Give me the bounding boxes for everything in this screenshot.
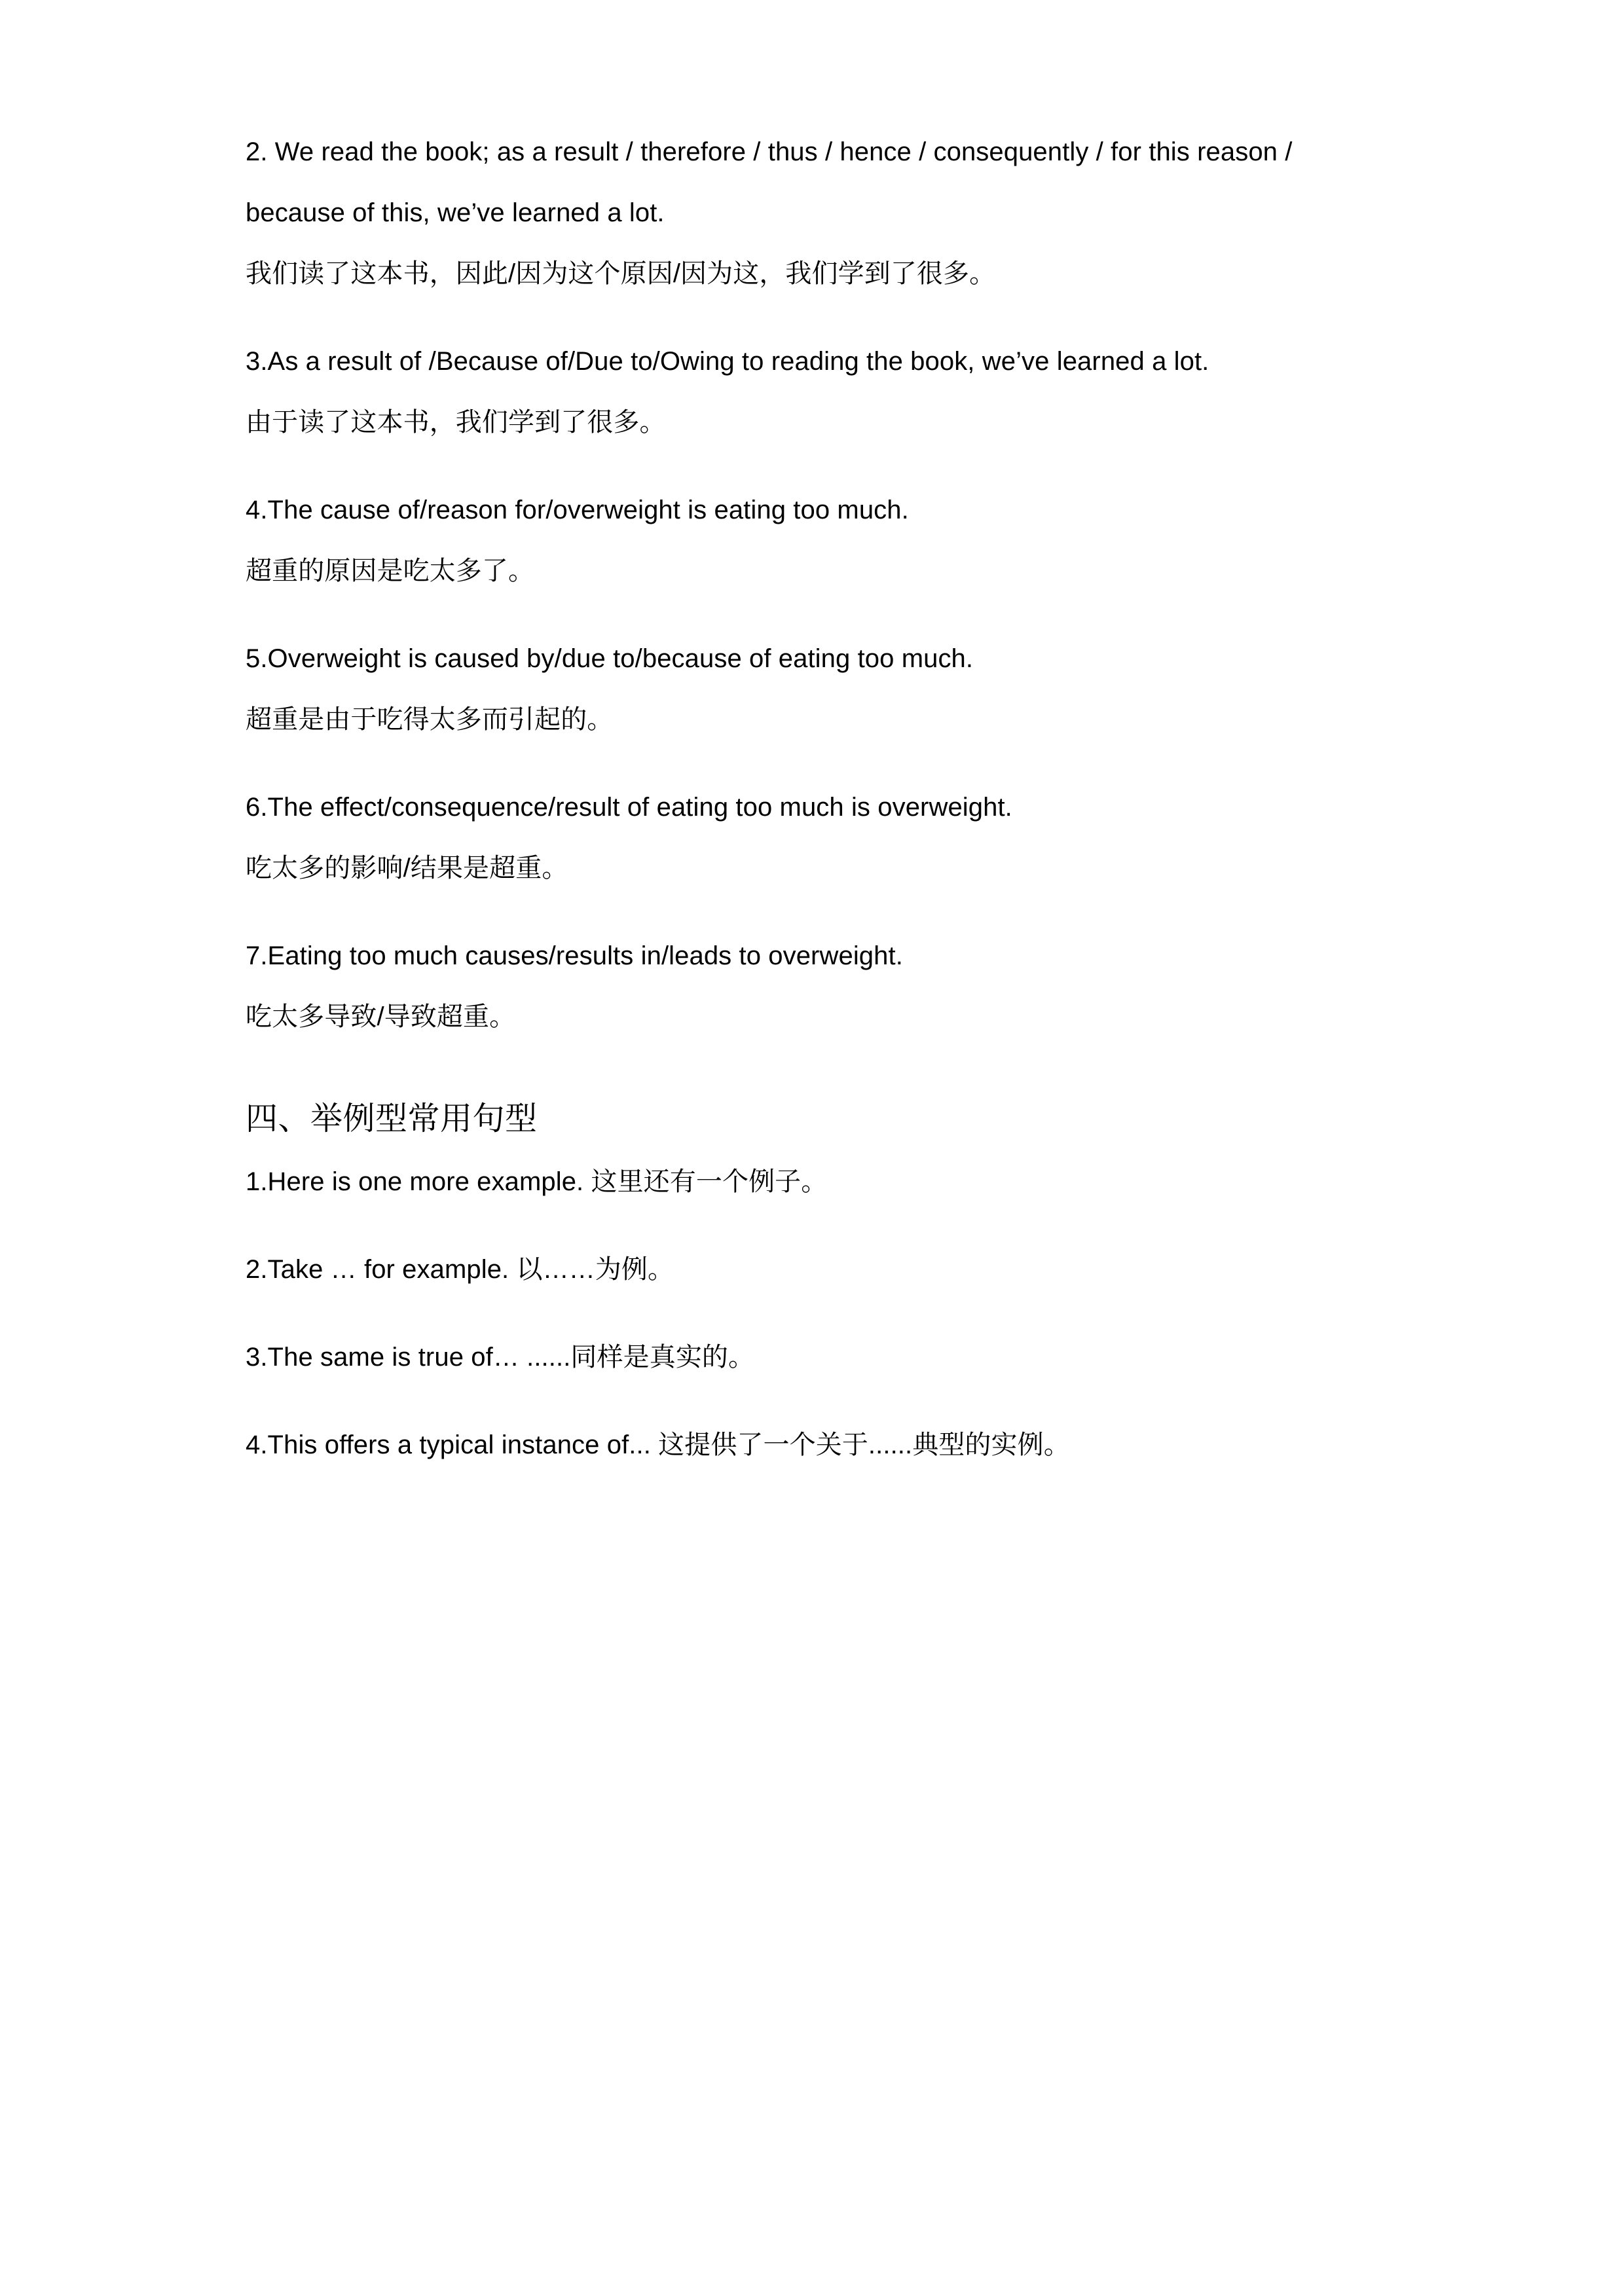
entry-2-english: 2. We read the book; as a result / therefore / thus / hence / consequently / for this reason / because of this, we’ve learned a lot.: [246, 137, 1300, 227]
example-entry-2: [246, 1239, 1385, 1300]
example-2-text: 2.Take … for example. 以……为例。: [246, 1255, 674, 1284]
section-heading: 四、举例型常用句型: [246, 1101, 538, 1137]
entry-3-chinese: 由于读了这本书，我们学到了很多。: [246, 408, 666, 437]
example-3-text: 3.The same is true of… ......同样是真实的。: [246, 1343, 755, 1372]
example-entry-1: [246, 1152, 1385, 1212]
example-4-text: 4.This offers a typical instance of... 这提供了一个关于......典型的实例。: [246, 1430, 1070, 1459]
entry-7-english: 7.Eating too much causes/results in/leads to overweight.: [246, 941, 903, 970]
entry-6-chinese: 吃太多的影响/结果是超重。: [246, 854, 568, 883]
sentence-entry-3: [246, 331, 1385, 453]
entry-4-english: 4.The cause of/reason for/overweight is eating too much.: [246, 496, 909, 524]
example-entry-4: [246, 1415, 1385, 1476]
entry-3-english: 3.As a result of /Because of/Due to/Owing to reading the book, we’ve learned a lot.: [246, 347, 1209, 376]
entry-5-english: 5.Overweight is caused by/due to/because of eating too much.: [246, 644, 974, 673]
sentence-entry-4: [246, 480, 1385, 602]
example-entry-3: [246, 1327, 1385, 1388]
example-1-text: 1.Here is one more example. 这里还有一个例子。: [246, 1167, 828, 1196]
entry-4-chinese: 超重的原因是吃太多了。: [246, 556, 535, 585]
entry-2-chinese: 我们读了这本书，因此/因为这个原因/因为这，我们学到了很多。: [246, 259, 996, 288]
sentence-entry-6: [246, 777, 1385, 899]
text-column: [246, 122, 1385, 1476]
sentence-entry-5: [246, 629, 1385, 750]
sentence-entry-7: [246, 926, 1385, 1048]
sentence-entry-2: [246, 122, 1385, 304]
entry-6-english: 6.The effect/consequence/result of eating too much is overweight.: [246, 793, 1012, 822]
entry-7-chinese: 吃太多导致/导致超重。: [246, 1002, 516, 1031]
entry-5-chinese: 超重是由于吃得太多而引起的。: [246, 705, 614, 734]
